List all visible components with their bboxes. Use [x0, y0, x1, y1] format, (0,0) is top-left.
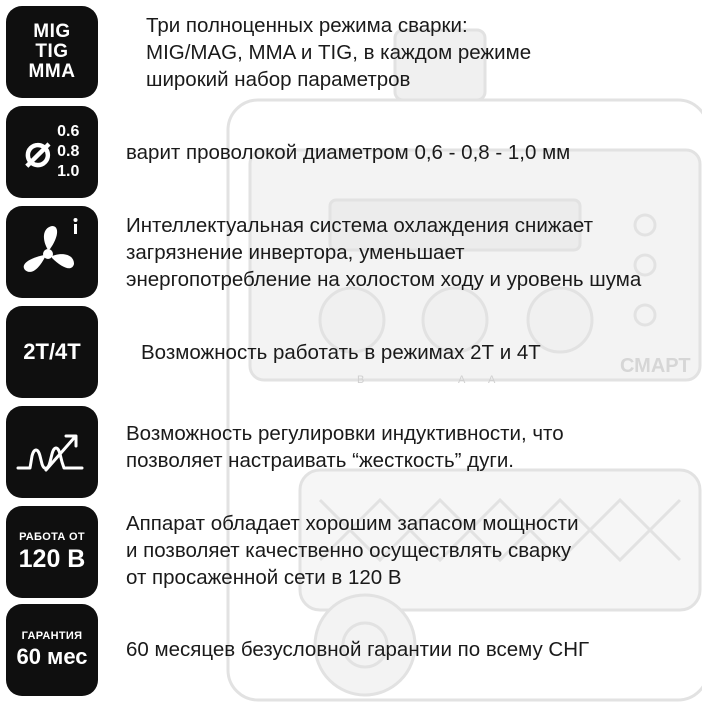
badge-caption: РАБОТА ОТ	[19, 530, 85, 543]
badge-value: 120 В	[18, 544, 86, 573]
machine-label-a2: A	[488, 374, 496, 386]
text-line: Возможность работать в режимах 2Т и 4Т	[141, 341, 541, 364]
badge-caption: ГАРАНТИЯ	[21, 630, 83, 642]
text-line: от просаженной сети в 120 В	[126, 566, 402, 589]
diameter-icon: ⌀	[24, 127, 52, 176]
feature-warranty-text	[126, 636, 589, 663]
feature-cooling-text	[126, 212, 641, 293]
2t-4t-badge	[6, 306, 98, 398]
machine-brand: СМАРТ	[620, 355, 691, 377]
cooling-fan-badge	[6, 206, 98, 298]
feature-inductance-text	[126, 420, 564, 474]
feature-welding-modes-text	[146, 12, 531, 93]
text-line: и позволяет качественно осуществлять сварку	[126, 539, 572, 562]
text-line: Три полноценных режима сварки:	[146, 14, 468, 37]
text-line: Возможность регулировки индуктивности, что	[126, 422, 564, 445]
badge-value: 60 мес	[16, 644, 88, 669]
machine-label-b: B	[357, 374, 365, 386]
warranty-badge	[6, 604, 98, 696]
text-line: MIG/MAG, MMA и TIG, в каждом режиме	[146, 41, 532, 64]
diameter-value: 0.6	[57, 123, 80, 140]
diameter-value: 1.0	[57, 163, 80, 180]
text-line: варит проволокой диаметром 0,6 - 0,8 - 1,0 мм	[126, 141, 571, 164]
text-line: Аппарат обладает хорошим запасом мощности	[126, 512, 579, 535]
feature-2t4t-text	[141, 339, 541, 366]
text-line: Интеллектуальная система охлаждения снижает	[126, 214, 594, 237]
fan-icon	[12, 212, 92, 292]
badge-line-mma: MMA	[28, 61, 76, 82]
text-line: 60 месяцев безусловной гарантии по всему СНГ	[126, 638, 590, 661]
wire-diameter-badge	[6, 106, 98, 198]
machine-label-a1: A	[458, 374, 466, 386]
badge-line-tig: TIG	[35, 41, 69, 62]
inductance-icon	[12, 412, 92, 492]
text-line: позволяет настраивать “жесткость” дуги.	[126, 449, 514, 472]
text-line: энергопотребление на холостом ходу и уровень шума	[126, 268, 642, 291]
mig-tig-mma-badge	[6, 6, 98, 98]
diameter-value: 0.8	[57, 143, 80, 160]
work-from-120v-badge	[6, 506, 98, 598]
inductance-badge	[6, 406, 98, 498]
badge-label: 2T/4T	[23, 339, 81, 365]
feature-wire-diameter-text	[126, 139, 570, 166]
text-line: широкий набор параметров	[146, 68, 411, 91]
text-line: загрязнение инвертора, уменьшает	[126, 241, 465, 264]
badge-line-mig: MIG	[33, 21, 71, 42]
feature-power-text	[126, 510, 579, 591]
